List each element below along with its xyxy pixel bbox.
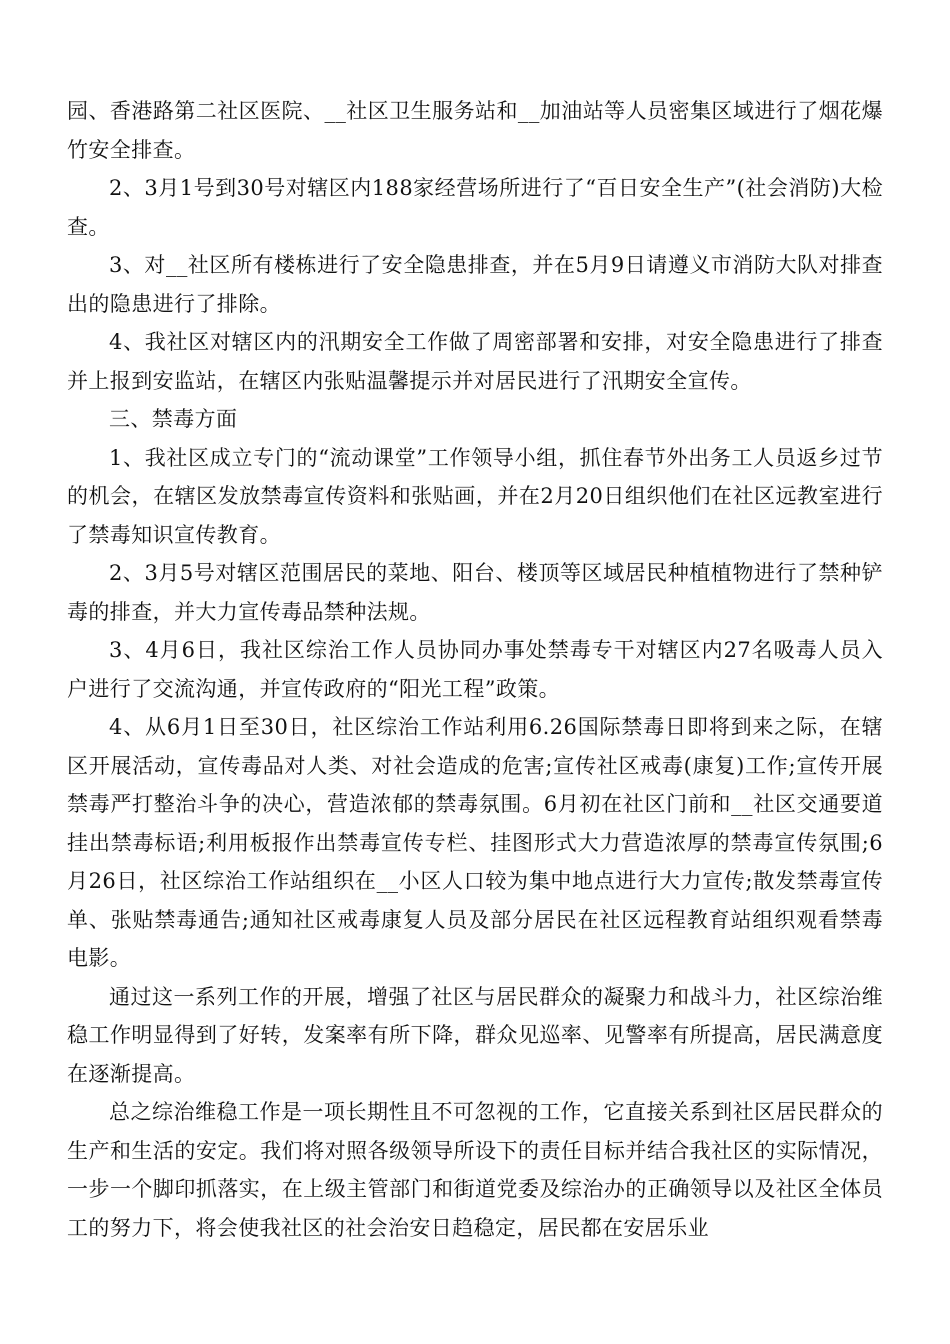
paragraph-mobile-classroom: 1、我社区成立专门的“流动课堂”工作领导小组，抓住春节外出务工人员返乡过节的机会，在辖区发放禁毒宣传资料和张贴画，并在2月20日组织他们在社区远教室进行了禁毒知识宣传教育。 [67,445,883,547]
paragraph-continuation: 园、香港路第二社区医院、__社区卫生服务站和__加油站等人员密集区域进行了烟花爆竹安全排查。 [67,99,883,162]
paragraph-planting-check: 2、3月5号对辖区范围居民的菜地、阳台、楼顶等区域居民种植植物进行了禁种铲毒的排查，并大力宣传毒品禁种法规。 [67,561,883,624]
paragraph-flood-safety: 4、我社区对辖区内的汛期安全工作做了周密部署和安排，对安全隐患进行了排查并上报到安监站，在辖区内张贴温馨提示并对居民进行了汛期安全宣传。 [67,330,883,393]
paragraph-drug-day-campaign: 4、从6月1日至30日，社区综治工作站利用6.26国际禁毒日即将到来之际，在辖区开展活动，宣传毒品对人类、对社会造成的危害;宣传社区戒毒(康复)工作;宣传开展禁毒严打整治斗争的决心，营造浓郁的禁毒氛围。6月初在社区门前和__社区交通要道挂出禁毒标语;利用板报作出禁毒宣传专栏、挂图形式大力营造浓厚的禁毒宣传氛围;6月26日，社区综治工作站组织在__小区人口较为集中地点进行大力宣传;散发禁毒宣传单、张贴禁毒通告;通知社区戒毒康复人员及部分居民在社区远程教育站组织观看禁毒电影。 [67,715,883,970]
paragraph-results: 通过这一系列工作的开展，增强了社区与居民群众的凝聚力和战斗力，社区综治维稳工作明显得到了好转，发案率有所下降，群众见巡率、见警率有所提高，居民满意度在逐渐提高。 [67,984,883,1086]
paragraph-fire-inspection: 2、3月1号到30号对辖区内188家经营场所进行了“百日安全生产”(社会消防)大检查。 [67,176,883,239]
paragraph-conclusion: 总之综治维稳工作是一项长期性且不可忽视的工作，它直接关系到社区居民群众的生产和生活的安定。我们将对照各级领导所设下的责任目标并结合我社区的实际情况，一步一个脚印抓落实，在上级主管部门和街道党委及综治办的正确领导以及社区全体员工的努力下，将会使我社区的社会治安日趋稳定，居民都在安居乐业 [67,1100,883,1240]
section-heading-drug-control: 三、禁毒方面 [109,407,238,431]
paragraph-home-visits: 3、4月6日，我社区综治工作人员协同办事处禁毒专干对辖区内27名吸毒人员入户进行了交流沟通，并宣传政府的“阳光工程”政策。 [67,638,883,701]
paragraph-building-check: 3、对__社区所有楼栋进行了安全隐患排查，并在5月9日请遵义市消防大队对排查出的隐患进行了排除。 [67,253,883,316]
